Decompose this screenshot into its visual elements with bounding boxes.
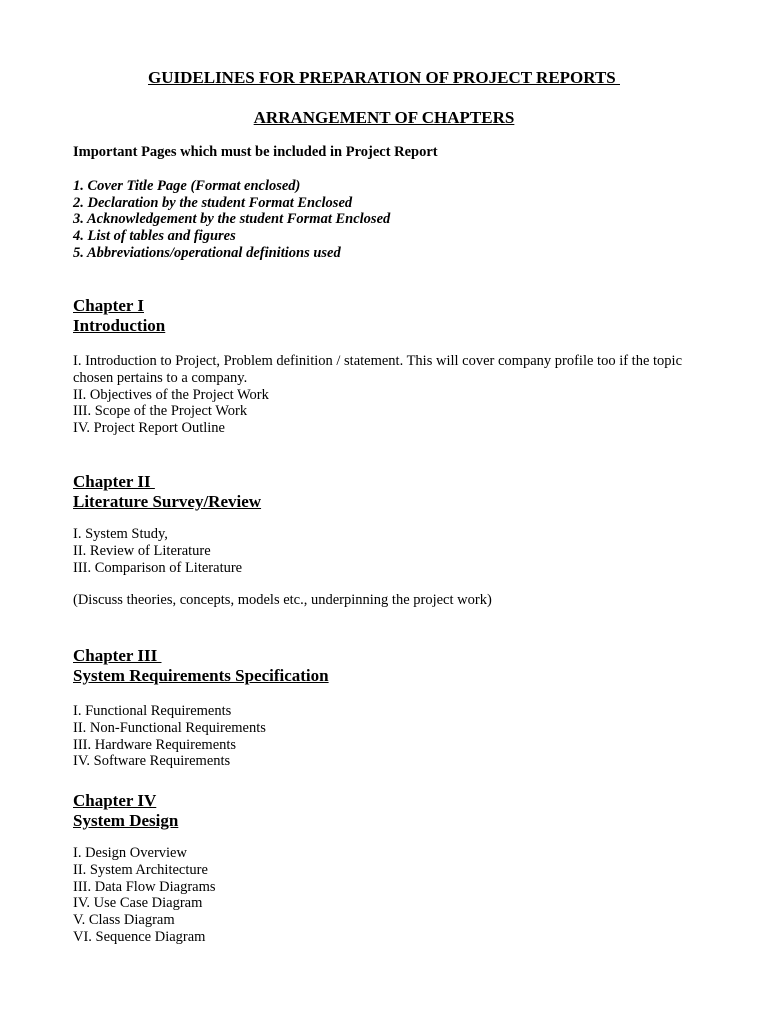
chapter-heading	[73, 646, 703, 685]
document-subtitle: ARRANGEMENT OF CHAPTERS	[253, 108, 515, 127]
list-item: II. Non-Functional Requirements	[73, 719, 266, 736]
list-item: II. System Architecture	[73, 861, 208, 878]
chapter-items	[73, 526, 703, 576]
chapter-1-section	[73, 296, 703, 437]
chapter-3-section	[73, 646, 703, 770]
list-item: 4. List of tables and figures	[73, 228, 236, 245]
list-item: VI. Sequence Diagram	[73, 928, 206, 945]
chapter-name: Introduction	[73, 315, 166, 335]
list-item: III. Data Flow Diagrams	[73, 878, 216, 895]
chapter-note: (Discuss theories, concepts, models etc., underpinning the project work)	[73, 592, 492, 609]
chapter-name: System Requirements Specification	[73, 665, 329, 685]
chapter-items	[73, 703, 703, 770]
list-item: I. Functional Requirements	[73, 703, 232, 719]
list-item: III. Scope of the Project Work	[73, 403, 248, 420]
list-item: II. Objectives of the Project Work	[73, 386, 269, 403]
list-item: III. Comparison of Literature	[73, 559, 243, 576]
list-item: 5. Abbreviations/operational definitions used	[73, 244, 341, 261]
list-item: II. Review of Literature	[73, 542, 211, 559]
list-item: 1. Cover Title Page (Format enclosed)	[73, 178, 301, 194]
chapter-items	[73, 353, 703, 437]
chapter-name: Literature Survey/Review	[73, 491, 262, 511]
chapter-number: Chapter I	[73, 296, 144, 315]
list-item: IV. Use Case Diagram	[73, 895, 203, 912]
list-item: III. Hardware Requirements	[73, 736, 237, 753]
chapter-name: System Design	[73, 810, 179, 830]
list-item: IV. Project Report Outline	[73, 420, 225, 437]
list-item: I. Design Overview	[73, 845, 187, 861]
list-item: 2. Declaration by the student Format Enclosed	[73, 194, 353, 211]
list-item: I. System Study,	[73, 526, 168, 542]
list-item: 3. Acknowledgement by the student Format Enclosed	[73, 211, 391, 228]
chapter-number: Chapter II	[73, 472, 155, 491]
chapter-2-section	[73, 472, 703, 609]
document-title: GUIDELINES FOR PREPARATION OF PROJECT REPORTS	[148, 68, 620, 87]
list-item: I. Introduction to Project, Problem definition / statement. This will cover company profile too if the topic chosen pertains to a company.	[73, 353, 683, 386]
list-item: IV. Software Requirements	[73, 753, 231, 770]
chapter-heading	[73, 472, 703, 511]
chapter-heading	[73, 296, 703, 335]
chapter-number: Chapter IV	[73, 791, 157, 810]
chapter-4-section	[73, 791, 703, 946]
important-pages-list	[73, 178, 390, 262]
list-item: V. Class Diagram	[73, 912, 175, 929]
chapter-number: Chapter III	[73, 646, 162, 665]
chapter-items	[73, 845, 703, 946]
chapter-heading	[73, 791, 703, 830]
important-pages-heading: Important Pages which must be included in Project Report	[73, 144, 438, 160]
